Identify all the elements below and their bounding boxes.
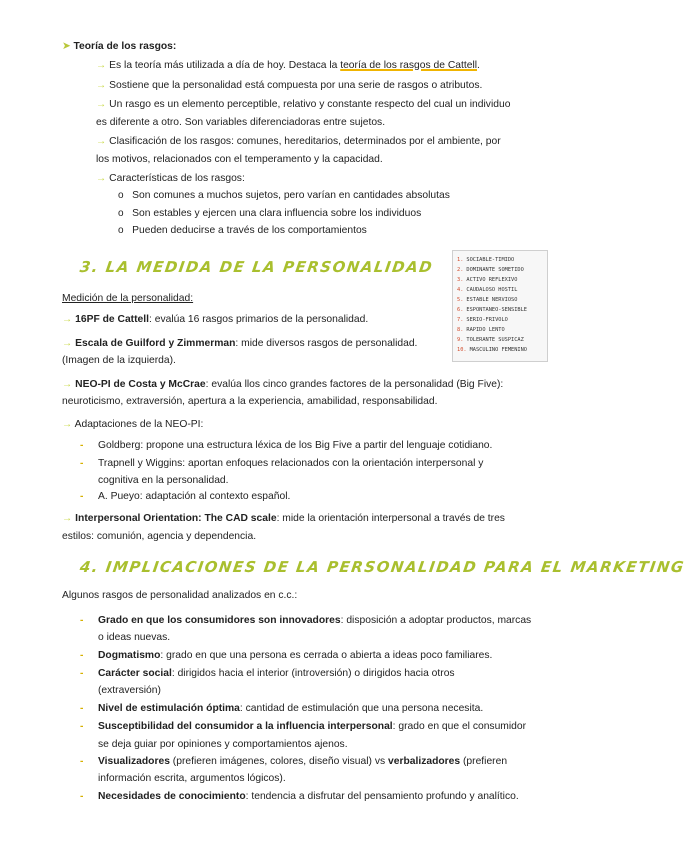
arrow-icon: → — [62, 419, 73, 430]
traits-title: Teoría de los rasgos: — [73, 41, 177, 52]
measurement-title: Medición de la personalidad: — [62, 293, 194, 304]
circle-bullet-icon: o — [118, 225, 124, 236]
dash-bullet-icon: - — [80, 721, 84, 732]
trait-item-2: → Sostiene que la personalidad está compuesta por una serie de rasgos o atributos. — [96, 80, 483, 91]
marketing-item-1: Grado en que los consumidores son innovadores: disposición a adoptar productos, marcas — [98, 615, 532, 626]
marketing-item-5: Susceptibilidad del consumidor a la influencia interpersonal: grado en que el consumidor — [98, 721, 527, 732]
measurement-guilford: → Escala de Guilford y Zimmerman: mide diversos rasgos de personalidad. — [62, 338, 418, 349]
scale-row: 9. TOLERANTE SUSPICAZ — [457, 337, 524, 343]
adaptation-3 — [80, 490, 83, 504]
dash-bullet-icon: - — [80, 458, 84, 469]
measurement-cad: → Interpersonal Orientation: The CAD scale: mide la orientación interpersonal a través de tres — [62, 513, 505, 524]
scale-row: 6. ESPONTANEO-SENSIBLE — [457, 307, 527, 313]
dash-bullet-icon: - — [80, 668, 84, 679]
trait-item-4-cont: los motivos, relacionados con el temperamento y la capacidad. — [96, 154, 383, 165]
scale-row: 1. SOCIABLE-TIMIDO — [457, 257, 515, 263]
heading-section-4: 4. IMPLICACIONES DE LA PERSONALIDAD PARA EL MARKETING — [78, 558, 686, 576]
characteristic-3: o Pueden deducirse a través de los comportamientos — [118, 225, 367, 236]
marketing-item-2: Dogmatismo: grado en que una persona es cerrada o abierta a ideas poco familiares. — [98, 650, 493, 661]
adaptation-2-text: Trapnell y Wiggins: aportan enfoques relacionados con la orientación interpersonal y — [98, 458, 484, 469]
measurement-16pf: → 16PF de Cattell: evalúa 16 rasgos primarios de la personalidad. — [62, 314, 369, 325]
scale-row: 2. DOMINANTE SOMETIDO — [457, 267, 524, 273]
marketing-intro: Algunos rasgos de personalidad analizados en c.c.: — [62, 590, 298, 601]
scale-row: 7. SERIO-FRIVOLO — [457, 317, 508, 323]
measurement-neo: → NEO-PI de Costa y McCrae: evalúa llos cinco grandes factores de la personalidad (Big Five): — [62, 379, 504, 390]
arrow-icon: → — [96, 136, 107, 147]
trait-item-1: → Es la teoría más utilizada a día de hoy. Destaca la teoría de los rasgos de Cattell. — [96, 60, 480, 71]
scale-row: 4. CAUDALOSO HOSTIL — [457, 287, 518, 293]
marketing-item-6: Visualizadores (prefieren imágenes, colores, diseño visual) vs verbalizadores (prefieren — [98, 756, 508, 767]
marketing-item-3-cont: (extraversión) — [98, 685, 161, 696]
dash-bullet-icon: - — [80, 703, 84, 714]
marketing-item-4: Nivel de estimulación óptima: cantidad de estimulación que una persona necesita. — [98, 703, 484, 714]
arrow-marker-icon: ➤ — [62, 41, 71, 52]
heading-section-3: 3. LA MEDIDA DE LA PERSONALIDAD — [78, 258, 435, 276]
trait-item-3: → Un rasgo es un elemento perceptible, relativo y constante respecto del cual un individuo — [96, 99, 511, 110]
dash-bullet-icon: - — [80, 440, 84, 451]
trait-item-3-cont: es diferente a otro. Son variables diferenciadoras entre sujetos. — [96, 117, 386, 128]
adaptations-title: → Adaptaciones de la NEO-PI: — [62, 419, 204, 430]
characteristic-1: o Son comunes a muchos sujetos, pero varían en cantidades absolutas — [118, 190, 450, 201]
scale-row: 3. ACTIVO REFLEXIVO — [457, 277, 518, 283]
arrow-icon: → — [96, 80, 107, 91]
characteristic-2: o Son estables y ejercen una clara influencia sobre los individuos — [118, 208, 422, 219]
arrow-icon: → — [96, 99, 107, 110]
adaptation-2-cont: cognitiva en la personalidad. — [98, 475, 229, 486]
dash-bullet-icon: - — [80, 756, 84, 767]
arrow-icon: → — [62, 314, 73, 325]
arrow-icon: → — [96, 60, 107, 71]
marketing-item-7: Necesidades de conocimiento: tendencia a disfrutar del pensamiento profundo y analítico. — [98, 791, 519, 802]
traits-title-line — [62, 40, 176, 54]
marketing-item-1-cont: o ideas nuevas. — [98, 632, 171, 643]
adaptation-2 — [80, 457, 83, 471]
guilford-scale-image — [452, 250, 548, 362]
adaptation-1-text: Goldberg: propone una estructura léxica de los Big Five a partir del lenguaje cotidiano. — [98, 440, 493, 451]
dash-bullet-icon: - — [80, 650, 84, 661]
dash-bullet-icon: - — [80, 615, 84, 626]
marketing-item-5-cont: se deja guiar por opiniones y comportamientos ajenos. — [98, 739, 348, 750]
circle-bullet-icon: o — [118, 190, 124, 201]
circle-bullet-icon: o — [118, 208, 124, 219]
arrow-icon: → — [62, 513, 73, 524]
arrow-icon: → — [62, 338, 73, 349]
arrow-icon: → — [96, 173, 107, 184]
scale-row: 8. RAPIDO LENTO — [457, 327, 505, 333]
adaptation-1 — [80, 439, 83, 453]
measurement-cad-cont: estilos: comunión, agencia y dependencia. — [62, 531, 257, 542]
scale-row: 10. MASCULINO FEMENINO — [457, 347, 527, 353]
measurement-guilford-cont: (Imagen de la izquierda). — [62, 355, 176, 366]
marketing-item-6-cont: información escrita, argumentos lógicos). — [98, 773, 286, 784]
arrow-icon: → — [62, 379, 73, 390]
dash-bullet-icon: - — [80, 791, 84, 802]
marketing-item-3: Carácter social: dirigidos hacia el interior (introversión) o dirigidos hacia otros — [98, 668, 455, 679]
adaptation-3-text: A. Pueyo: adaptación al contexto español. — [98, 491, 291, 502]
trait-item-5: → Características de los rasgos: — [96, 173, 245, 184]
dash-bullet-icon: - — [80, 491, 84, 502]
trait-item-4: → Clasificación de los rasgos: comunes, hereditarios, determinados por el ambiente, por — [96, 136, 501, 147]
scale-row: 5. ESTABLE NERVIOSO — [457, 297, 518, 303]
measurement-neo-cont: neuroticismo, extraversión, apertura a la experiencia, amabilidad, responsabilidad. — [62, 396, 438, 407]
cattell-theory-highlight: teoría de los rasgos de Cattell — [340, 60, 478, 71]
